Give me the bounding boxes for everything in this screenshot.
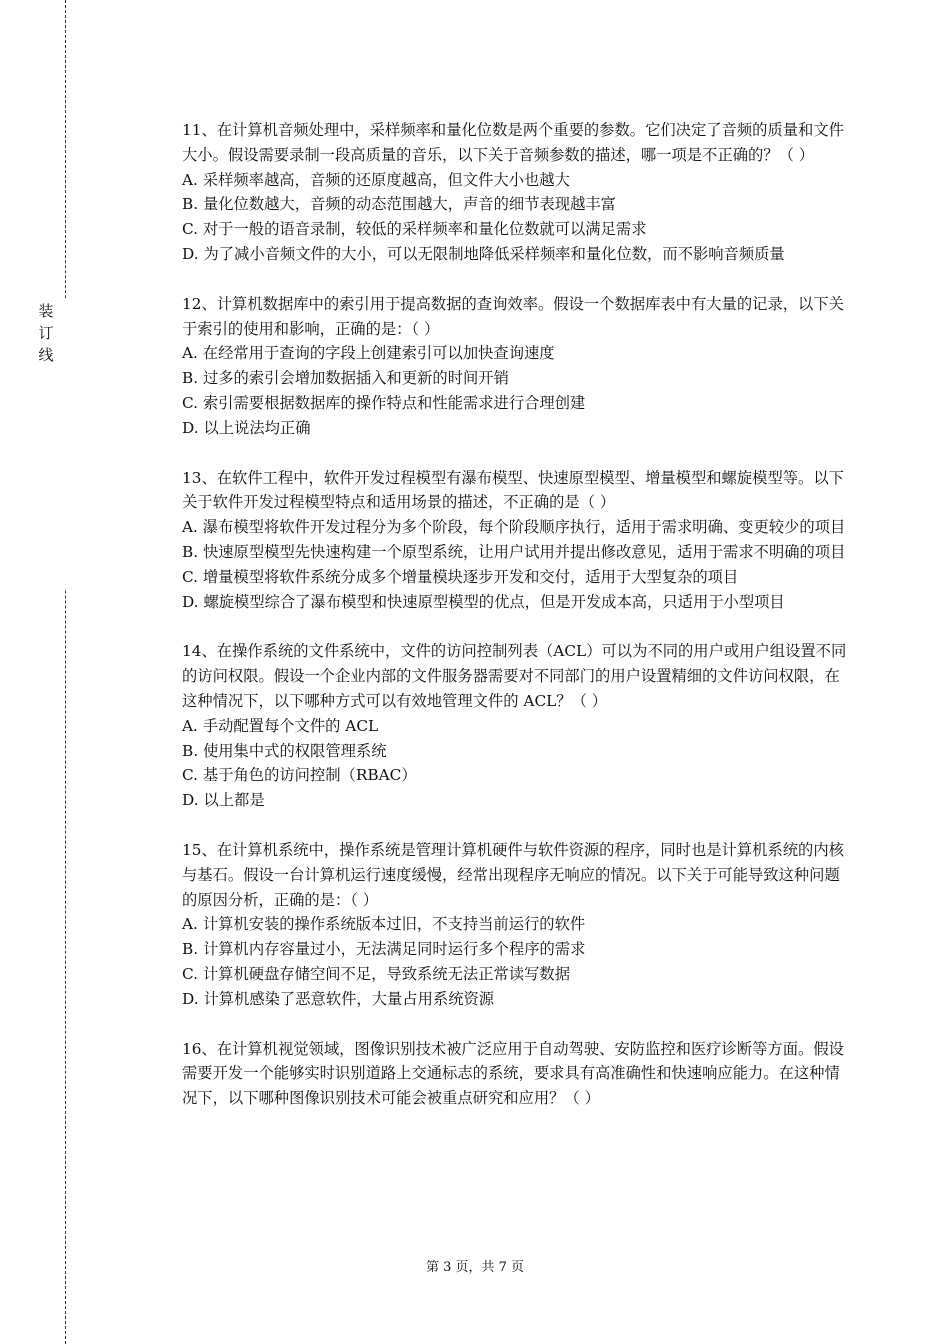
option-b: B. 快速原型模型先快速构建一个原型系统，让用户试用并提出修改意见，适用于需求不明确的项目	[182, 542, 846, 561]
question-stem: 11、在计算机音频处理中，采样频率和量化位数是两个重要的参数。它们决定了音频的质量和文件大小。假设需要录制一段高质量的音乐，以下关于音频参数的描述，哪一项是不正确的？（ ）	[182, 121, 844, 164]
question-13	[182, 466, 854, 615]
binding-line-gap	[58, 298, 74, 588]
binding-label-char: 装	[38, 302, 54, 320]
question-stem: 15、在计算机系统中，操作系统是管理计算机硬件与软件资源的程序，同时也是计算机系统的内核与基石。假设一台计算机运行速度缓慢，经常出现程序无响应的情况。以下关于可能导致这种问题的原因分析，正确的是：（ ）	[182, 840, 844, 909]
option-c: C. 计算机硬盘存储空间不足，导致系统无法正常读写数据	[182, 964, 571, 983]
exam-content	[182, 118, 854, 1136]
option-c: C. 对于一般的语音录制，较低的采样频率和量化位数就可以满足需求	[182, 220, 647, 239]
option-d: D. 以上都是	[182, 791, 265, 810]
option-d: D. 螺旋模型综合了瀑布模型和快速原型模型的优点，但是开发成本高，只适用于小型项目	[182, 592, 785, 611]
option-b: B. 使用集中式的权限管理系统	[182, 741, 387, 760]
binding-label	[34, 300, 58, 366]
question-14	[182, 639, 854, 813]
option-a: A. 计算机安装的操作系统版本过旧，不支持当前运行的软件	[182, 915, 586, 934]
option-d: D. 以上说法均正确	[182, 418, 311, 437]
option-b: B. 过多的索引会增加数据插入和更新的时间开销	[182, 369, 509, 388]
question-16	[182, 1037, 854, 1111]
option-b: B. 计算机内存容量过小，无法满足同时运行多个程序的需求	[182, 940, 586, 959]
option-c: C. 索引需要根据数据库的操作特点和性能需求进行合理创建	[182, 393, 586, 412]
binding-label-char: 订	[38, 324, 54, 342]
binding-label-char: 线	[38, 346, 54, 364]
question-15	[182, 838, 854, 1012]
question-12	[182, 292, 854, 441]
option-d: D. 为了减小音频文件的大小，可以无限制地降低采样频率和量化位数，而不影响音频质量	[182, 244, 785, 263]
option-a: A. 瀑布模型将软件开发过程分为多个阶段，每个阶段顺序执行，适用于需求明确、变更较少的项目	[182, 518, 846, 537]
option-b: B. 量化位数越大，音频的动态范围越大，声音的细节表现越丰富	[182, 195, 616, 214]
page-number: 第 3 页，共 7 页	[425, 1260, 525, 1275]
option-c: C. 基于角色的访问控制（RBAC）	[182, 766, 417, 785]
option-a: A. 采样频率越高，音频的还原度越高，但文件大小也越大	[182, 170, 570, 189]
option-a: A. 手动配置每个文件的 ACL	[182, 716, 379, 735]
binding-line	[65, 0, 66, 1344]
question-stem: 14、在操作系统的文件系统中，文件的访问控制列表（ACL）可以为不同的用户或用户组设置不同的访问权限。假设一个企业内部的文件服务器需要对不同部门的用户设置精细的文件访问权限，在这种情况下，以下哪种方式可以有效地管理文件的 ACL？（ ）	[182, 642, 847, 710]
question-stem: 16、在计算机视觉领域，图像识别技术被广泛应用于自动驾驶、安防监控和医疗诊断等方面。假设需要开发一个能够实时识别道路上交通标志的系统，要求具有高准确性和快速响应能力。在这种情况下，以下哪种图像识别技术可能会被重点研究和应用？（ ）	[182, 1039, 844, 1108]
option-c: C. 增量模型将软件系统分成多个增量模块逐步开发和交付，适用于大型复杂的项目	[182, 567, 739, 586]
question-stem: 13、在软件工程中，软件开发过程模型有瀑布模型、快速原型模型、增量模型和螺旋模型等。以下关于软件开发过程模型特点和适用场景的描述，不正确的是（ ）	[182, 468, 844, 512]
option-d: D. 计算机感染了恶意软件，大量占用系统资源	[182, 989, 495, 1008]
question-11	[182, 118, 854, 267]
option-a: A. 在经常用于查询的字段上创建索引可以加快查询速度	[182, 344, 555, 363]
question-stem: 12、计算机数据库中的索引用于提高数据的查询效率。假设一个数据库表中有大量的记录，以下关于索引的使用和影响，正确的是：（ ）	[182, 294, 844, 338]
